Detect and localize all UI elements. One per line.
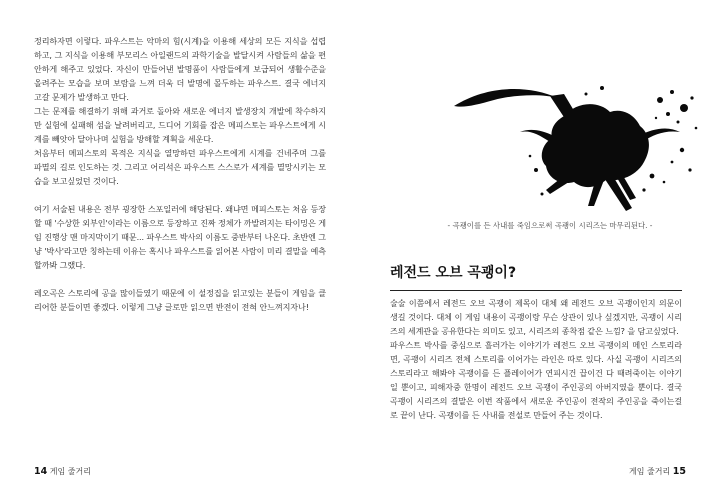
left-body-text	[34, 34, 326, 314]
section-heading: 레전드 오브 곡괭이?	[390, 262, 682, 291]
left-paragraph: 처음부터 메피스토의 목적은 지식을 열망하던 파우스트에게 시계를 건네주며 그를 파멸의 길로 인도하는 것. 그리고 어리석은 파우스트 스스로가 세계를 멸망시키는 모습을 보고싶었던 것이다.	[34, 148, 326, 186]
right-paragraph: 파우스트 박사를 중심으로 흘러가는 이야기가 레전드 오브 곡괭이의 메인 스토리라면, 곡괭이 시리즈 전체 스토리를 이어가는 라인은 따로 있다. 사실 곡괭이 시리즈의 스토리라고 해봐야 곡괭이를 든 플레이어가 연피시건 끕이건 다 때려죽이는 이야기일 뿐이고, 피해자중 한명이 레전드 오브 곡괭이 주인공의 아버지였을 뿐이다. 결국 곡괭이 시리즈의 결말은 이번 작품에서 새로운 주인공이 전작의 주인공을 죽이는걸로 끝이 난다. 곡괭이를 든 사내를 전설로 만들어 주는 것이다.	[390, 340, 682, 420]
scythe-silhouette-illustration	[446, 78, 706, 216]
right-paragraph: 술술 이쯤에서 레전드 오브 곡괭이 제목이 대체 왜 레전드 오브 곡괭이인지 의문이 생길 것이다. 대체 이 게임 내용이 곡괭이랑 무슨 상관이 있나 싶겠지만, 곡괭이 시리즈의 세계관을 공유한다는 의미도 있고, 시리즈의 종착점 같은 느낌? 을 담고싶었다.	[390, 298, 682, 336]
footer-title: 게임 줄거리	[49, 467, 91, 476]
footer-title: 게임 줄거리	[629, 467, 671, 476]
page-number: 15	[672, 466, 686, 477]
right-page	[360, 0, 720, 504]
left-paragraph: 정리하자면 이렇다. 파우스트는 악마의 힘(시계)을 이용해 세상의 모든 지식을 섭렵하고, 그 지식을 이용해 부모리스 아일랜드의 과학기술을 발달시켜 사람들의 삶을 편안하게 해주고 있었다. 자신이 만들어낸 발명품이 사람들에게 보급되어 생활수준을 올려주는 모습을 보며 보람을 느껴 더욱 더 발명에 몰두하는 파우스트. 결국 에너지 고갈 문제가 발생하고 만다.	[34, 36, 326, 102]
paragraph-gap	[34, 272, 326, 286]
page-number: 14	[34, 466, 48, 477]
right-body-text	[390, 296, 682, 422]
left-paragraph: 여기 서술된 내용은 전부 굉장한 스포일러에 해당된다. 왜냐면 메피스토는 처음 등장할 때 '수상한 외부인'이라는 이름으로 등장하고 진짜 정체가 까발려지는 타이밍은 게임 진행상 맨 마지막이기 때문... 파우스트 박사의 이름도 중반부터 나온다. 초반엔 그냥 '박사'라고만 칭하는데 이유는 혹시나 파우스트를 읽어본 사람이 미리 결말을 예측할까봐 그랬다.	[34, 204, 326, 270]
right-footer	[629, 466, 686, 477]
left-paragraph: 그는 문제를 해결하기 위해 과거로 돌아와 새로운 에너지 발생장치 개발에 착수하지만 실험에 실패해 섬을 날려버리고, 드디어 기회를 잡은 메피스토는 파우스트에게 시계를 빼앗아 달아나며 실험을 방해할 계획을 세운다.	[34, 106, 326, 144]
left-paragraph: 레오곡은 스토리에 공을 많이들였기 때문에 이 설정집을 읽고있는 분들이 게임을 클리어한 분들이면 좋겠다. 이렇게 그냥 글로만 읽으면 반전이 전혀 안느껴지자나!	[34, 288, 326, 312]
paragraph-gap	[34, 188, 326, 202]
left-footer	[34, 466, 91, 477]
illustration-caption: - 곡괭이를 든 사내를 죽임으로써 곡괭이 시리즈는 마무리된다. -	[447, 221, 653, 230]
